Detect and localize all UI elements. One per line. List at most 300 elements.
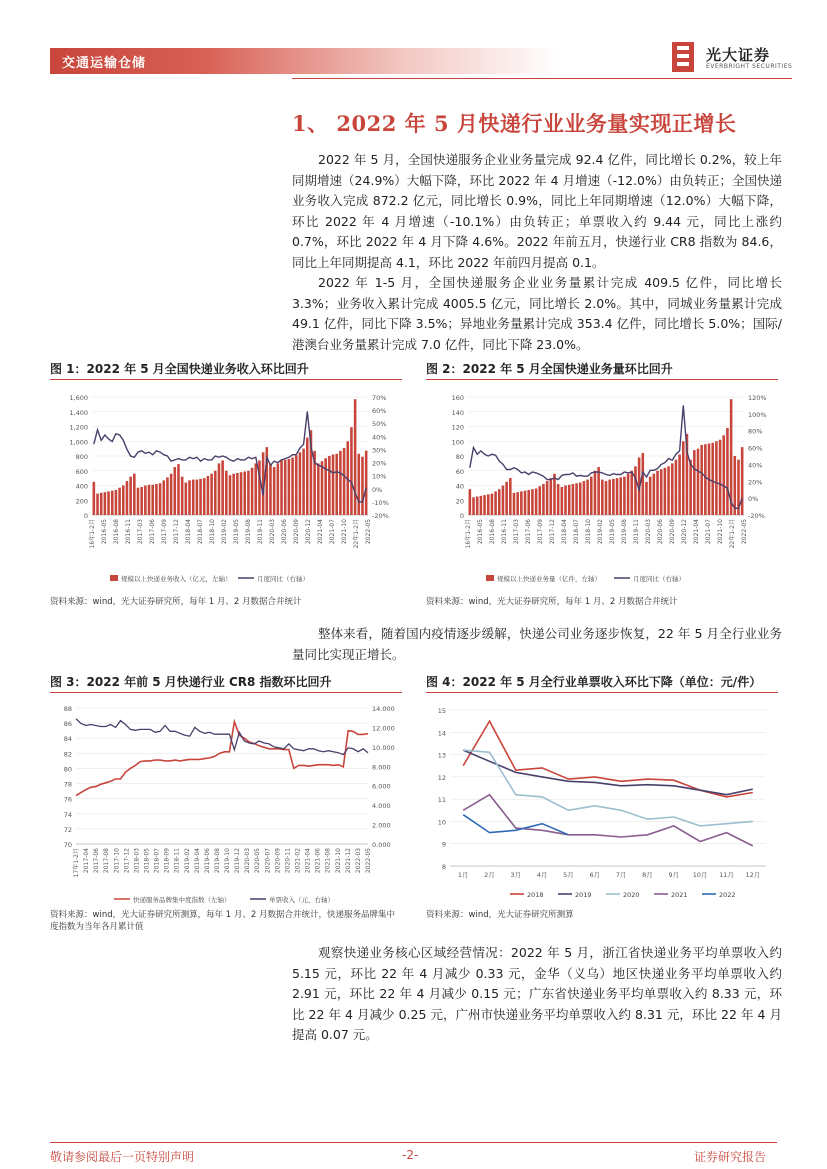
fig2-bar	[726, 428, 729, 515]
fig1-bar	[299, 452, 302, 515]
fig4-x-tick: 10月	[692, 871, 708, 879]
fig2-bar	[583, 481, 586, 515]
fig3-y-tick-right: 10.000	[372, 743, 395, 752]
fig1-bar	[254, 463, 257, 515]
fig4-x-tick: 12月	[745, 871, 761, 879]
fig2-bar	[498, 489, 501, 515]
fig1-bar	[159, 483, 162, 515]
fig1-bar	[166, 477, 169, 515]
fig4-x-tick: 5月	[563, 871, 574, 879]
fig2-x-tick: 2019-02	[597, 519, 604, 545]
fig1-bar	[350, 427, 353, 515]
fig3-y-tick-right: 14.000	[372, 705, 395, 713]
fig1-bar	[280, 460, 283, 515]
fig3-x-tick: 2022-05	[365, 848, 372, 874]
fig1-bar	[291, 457, 294, 515]
fig1-bar	[129, 477, 132, 515]
fig2-bar	[572, 484, 575, 515]
fig2-x-tick: 2017-12	[549, 519, 556, 545]
fig1-bar	[288, 459, 291, 515]
fig2-y-tick-left: 20	[455, 497, 464, 506]
fig1-y-tick-left: 600	[75, 467, 88, 476]
fig3-x-tick: 2018-09	[163, 848, 171, 874]
fig1-y-tick-right: -10%	[372, 498, 389, 507]
fig1-y-tick-right: 60%	[372, 407, 387, 416]
fig1-bar	[126, 481, 129, 515]
fig1-y-tick-right: 10%	[372, 472, 387, 481]
fig3-x-tick: 2020-07	[264, 848, 272, 874]
fig2-bar	[678, 455, 681, 515]
fig2-bar	[513, 493, 516, 515]
fig1-x-tick: 2017-06	[149, 519, 156, 545]
fig1-bar	[243, 471, 246, 515]
fig2-bar	[476, 497, 479, 515]
fig1-bar	[174, 467, 177, 515]
fig2-bar	[531, 489, 534, 515]
fig3-x-tick: 2020-09	[274, 848, 282, 874]
fig4-y-tick-left: 10	[437, 818, 446, 827]
fig4-series-line	[463, 750, 753, 826]
fig2-bar	[564, 486, 567, 516]
fig2-bar	[483, 495, 486, 515]
fig2-bar	[682, 441, 685, 515]
fig1-bar	[118, 488, 121, 515]
fig1-bar	[332, 455, 335, 515]
fig1-bar	[354, 399, 357, 515]
fig4-y-tick-left: 15	[437, 707, 446, 715]
fig2-y-tick-right: 40%	[748, 461, 763, 470]
fig1-y-tick-right: 20%	[372, 459, 387, 468]
fig1-bar	[144, 486, 147, 516]
fig1-bar	[192, 480, 195, 515]
fig2-bar	[623, 477, 626, 515]
fig3-y-tick-left: 78	[63, 780, 72, 789]
fig4-legend-label: 2018	[527, 891, 544, 899]
fig1-x-tick: 2017-03	[137, 519, 144, 545]
fig3-x-tick: 2018-05	[143, 848, 151, 874]
fig1-bar	[273, 467, 276, 515]
fig2-bar	[494, 491, 497, 515]
fig1-x-tick: 2022-05	[365, 519, 372, 545]
fig4-series-line	[463, 750, 753, 795]
fig1-bar	[306, 438, 309, 515]
fig2-bar	[697, 449, 700, 515]
fig3-x-tick: 2020-11	[284, 848, 292, 874]
fig3-y-tick-right: 0.000	[372, 841, 391, 849]
fig4-x-tick: 2月	[484, 871, 495, 879]
fig3-x-tick: 2018-03	[133, 848, 141, 874]
fig2-y-tick-left: 40	[455, 482, 464, 491]
figure-2-rule	[426, 379, 778, 380]
fig2-bar	[491, 494, 494, 515]
fig1-bar	[140, 487, 143, 515]
figure-4-source: 资料来源：wind，光大证券研究所测算	[426, 910, 574, 920]
fig3-x-tick: 2020-03	[244, 848, 252, 874]
fig1-bar	[104, 492, 107, 515]
fig4-y-tick-left: 9	[441, 840, 446, 849]
brand-subtitle: EVERBRIGHT SECURITIES	[706, 63, 793, 70]
fig2-x-tick: 2018-04	[561, 519, 568, 545]
fig3-y-tick-right: 2.000	[372, 821, 391, 830]
fig2-bar	[575, 483, 578, 515]
fig1-bar	[358, 454, 361, 515]
fig1-bar	[229, 475, 232, 515]
section-title: 1、 2022 年 5 月快递行业业务量实现正增长	[292, 111, 737, 136]
figure-1-rule	[50, 379, 402, 380]
figure-3-source: 资料来源：wind，光大证券研究所测算，每年 1 月、2 月数据合并统计，快递服务品牌集中度指数为当年各月累计值	[50, 910, 396, 932]
fig3-x-tick: 2020-05	[254, 848, 262, 874]
fig1-bar	[214, 471, 217, 515]
fig1-bar	[343, 448, 346, 515]
fig1-y-tick-right: 0%	[372, 485, 383, 494]
fig4-x-tick: 7月	[615, 871, 627, 879]
fig1-bar	[96, 494, 99, 515]
fig1-x-tick: 2020-09	[293, 519, 300, 545]
fig3-y-tick-left: 88	[63, 705, 72, 713]
fig1-legend-swatch-bar	[110, 575, 118, 581]
fig2-bar	[586, 480, 589, 515]
figure-1-title: 图 1：2022 年 5 月全国快递业务收入环比回升	[50, 362, 309, 376]
fig2-x-tick: 2021-04	[693, 519, 700, 545]
fig3-x-tick: 17年1-2月	[73, 848, 80, 878]
fig2-y-tick-right: 120%	[748, 394, 767, 402]
fig2-x-tick: 2017-03	[513, 519, 520, 545]
fig1-legend-label: 规模以上快递业务收入（亿元，左轴）	[121, 575, 232, 583]
fig3-x-tick: 2017-04	[83, 848, 91, 874]
fig1-x-tick: 2018-10	[209, 519, 216, 545]
paragraph-2: 2022 年 1-5 月，全国快递服务企业业务量累计完成 409.5 亿件，同比增长 3.3%；业务收入累计完成 4005.5 亿元，同比增长 2.0%。其中，同城业务量累计完成 49.1 亿件，同比下降 3.5%；异地业务量累计完成 353.4 亿件，同比增长 5.0%；国际/港澳台业务量累计完成 7.0 亿件，同比下降 23.0%。	[292, 275, 782, 352]
fig2-y-tick-right: 0%	[748, 495, 759, 504]
fig1-bar	[324, 458, 327, 515]
fig1-bar	[339, 451, 342, 515]
fig3-x-tick: 2021-12	[344, 848, 352, 874]
fig2-bar	[689, 460, 692, 515]
fig3-y-tick-right: 6.000	[372, 782, 391, 791]
fig1-y-tick-right: 70%	[372, 394, 387, 402]
fig2-bar	[634, 466, 637, 515]
fig3-x-tick: 2019-02	[183, 848, 191, 874]
fig1-bar	[210, 474, 213, 515]
fig3-legend-label: 快递服务品牌集中度指数（左轴）	[133, 896, 231, 904]
fig1-x-tick: 2018-04	[185, 519, 192, 545]
fig2-bar	[505, 482, 508, 515]
fig3-y-tick-left: 84	[63, 735, 72, 744]
fig2-y-tick-left: 120	[451, 423, 464, 432]
fig1-bar	[251, 468, 254, 515]
fig1-bar	[185, 483, 188, 515]
fig2-bar	[469, 489, 472, 515]
fig4-x-tick: 4月	[536, 871, 548, 879]
fig1-bar	[100, 493, 103, 515]
fig1-bar	[122, 486, 125, 516]
fig3-y-tick-left: 76	[63, 795, 72, 804]
fig2-bar	[645, 482, 648, 515]
fig3-x-tick: 2019-12	[234, 848, 242, 874]
fig2-bar	[642, 453, 645, 515]
fig3-legend-label: 单票收入（元，右轴）	[269, 896, 334, 904]
fig1-x-tick: 2020-06	[281, 519, 288, 545]
fig1-x-tick: 2016-11	[125, 519, 132, 545]
fig2-bar	[472, 497, 475, 515]
fig3-x-tick: 2017-12	[123, 848, 131, 874]
fig3-x-tick: 2018-07	[153, 848, 161, 874]
fig3-x-tick: 2021-10	[334, 848, 342, 874]
fig4-x-tick: 3月	[510, 871, 522, 879]
fig2-y-tick-right: 80%	[748, 427, 763, 436]
fig1-x-tick: 2017-09	[161, 519, 168, 545]
fig1-y-tick-left: 1,000	[69, 438, 88, 447]
fig1-x-tick: 2019-11	[257, 519, 264, 545]
figure-3-rule	[50, 692, 402, 693]
fig4-x-tick: 8月	[642, 871, 653, 879]
fig1-bar	[188, 480, 191, 515]
fig1-y-tick-left: 400	[75, 482, 88, 491]
fig2-bar	[715, 441, 718, 515]
fig4-y-tick-left: 13	[437, 751, 446, 760]
fig1-bar	[247, 471, 250, 515]
fig3-y-tick-left: 86	[63, 720, 72, 729]
fig3-x-tick: 2021-04	[304, 848, 312, 874]
fig2-bar	[719, 440, 722, 515]
fig2-bar	[553, 474, 556, 515]
figure-1-chart	[50, 385, 402, 590]
fig4-x-tick: 1月	[457, 871, 469, 879]
fig2-x-tick: 2019-08	[621, 519, 628, 545]
page-number: -2-	[402, 1148, 419, 1162]
fig2-bar	[524, 491, 527, 515]
fig1-x-tick: 2020-12	[305, 519, 312, 545]
fig1-y-tick-right: 40%	[372, 433, 387, 442]
fig2-bar	[608, 480, 611, 515]
fig2-y-tick-left: 100	[451, 438, 464, 447]
figure-4-chart	[426, 698, 778, 906]
fig1-bar	[177, 464, 180, 515]
fig2-bar	[590, 477, 593, 515]
fig1-bar	[196, 480, 199, 515]
fig1-y-tick-left: 1,400	[69, 408, 88, 417]
fig3-x-tick: 2021-02	[294, 848, 302, 874]
fig2-bar	[542, 484, 545, 515]
fig1-y-tick-right: -20%	[372, 512, 389, 520]
fig1-bar	[148, 485, 151, 515]
fig2-bar	[616, 478, 619, 515]
paragraph-3: 整体来看，随着国内疫情逐步缓解，快递公司业务逐步恢复，22 年 5 月全行业业务量同比实现正增长。	[292, 626, 782, 662]
fig4-y-tick-left: 12	[437, 773, 446, 782]
fig3-y-tick-right: 12.000	[372, 724, 395, 733]
fig2-bar	[653, 474, 656, 515]
fig1-bar	[225, 471, 228, 515]
fig2-bar	[660, 469, 663, 515]
fig2-bar	[656, 471, 659, 515]
fig2-bar	[722, 435, 725, 515]
fig2-bar	[527, 490, 530, 515]
fig4-series-line	[463, 795, 753, 846]
fig3-x-tick: 2018-11	[173, 848, 181, 874]
header-category: 交通运输仓储	[62, 56, 147, 71]
fig1-legend-label: 月度同比（右轴）	[257, 575, 309, 583]
fig4-x-tick: 9月	[668, 871, 680, 879]
fig1-bar	[137, 488, 140, 515]
fig1-bar	[170, 474, 173, 515]
fig3-x-tick: 2022-03	[354, 848, 362, 874]
fig2-x-tick: 2016-08	[489, 519, 496, 545]
fig2-y-tick-left: 0	[459, 512, 464, 520]
footer-divider	[50, 1142, 777, 1143]
fig1-bar	[284, 460, 287, 515]
fig1-bar	[317, 463, 320, 515]
fig1-bar	[277, 463, 280, 515]
fig2-bar	[538, 486, 541, 515]
fig3-y-tick-right: 8.000	[372, 763, 391, 772]
fig1-bar	[240, 472, 243, 515]
fig3-x-tick: 2019-10	[224, 848, 232, 874]
paragraph-4: 观察快递业务核心区域经营情况：2022 年 5 月，浙江省快递业务平均单票收入约 5.15 元，环比 22 年 4 月减少 0.33 元，金华（义乌）地区快递业务平均单票收入约 2.91 元，环比 22 年 4 月减少 0.15 元；广东省快递业务平均单票收入约 8.33 元，环比 22 年 4 月减少 0.25 元，广州市快递业务平均单票收入约 8.31 元，环比 22 年 4 月提高 0.07 元。	[292, 945, 782, 1042]
fig1-bar	[151, 485, 154, 515]
fig1-y-tick-right: 30%	[372, 446, 387, 455]
fig2-bar	[675, 460, 678, 515]
fig1-bar	[365, 451, 368, 515]
fig2-bar	[627, 474, 630, 515]
fig2-bar	[557, 484, 560, 515]
fig2-legend-label: 规模以上快递业务量（亿件，左轴）	[497, 575, 601, 583]
fig1-bar	[115, 490, 118, 515]
figure-2-chart	[426, 385, 778, 590]
fig2-x-tick: 2020-03	[645, 519, 652, 545]
fig1-bar	[162, 480, 165, 515]
fig2-x-tick: 2019-05	[609, 519, 616, 545]
fig2-x-tick: 2020-06	[657, 519, 664, 545]
fig1-x-tick: 22年1-2月	[353, 519, 360, 549]
fig2-y-tick-left: 140	[451, 408, 464, 417]
fig3-series-line	[76, 719, 368, 755]
fig1-bar	[111, 491, 114, 515]
fig1-bar	[133, 474, 136, 515]
fig4-y-tick-left: 11	[437, 796, 446, 805]
fig1-bar	[328, 456, 331, 515]
fig2-x-tick: 2016-05	[477, 519, 484, 545]
fig2-bar	[502, 486, 505, 516]
fig2-y-tick-left: 80	[455, 453, 464, 461]
footer-disclaimer: 敬请参阅最后一页特别声明	[50, 1150, 195, 1164]
fig3-x-tick: 2021-08	[324, 848, 332, 874]
fig2-bar	[561, 487, 564, 515]
fig2-y-tick-left: 60	[455, 467, 464, 476]
fig4-x-tick: 6月	[589, 871, 601, 879]
fig2-bar	[700, 445, 703, 515]
fig1-bar	[321, 461, 324, 515]
header-category-bar	[50, 48, 560, 74]
figure-2-title: 图 2：2022 年 5 月全国快递业务量环比回升	[426, 362, 673, 376]
fig4-legend-label: 2021	[671, 891, 688, 899]
fig2-bar	[667, 466, 670, 515]
fig2-bar	[664, 468, 667, 515]
fig1-bar	[232, 474, 235, 515]
fig4-legend-label: 2022	[719, 891, 736, 899]
figure-3-chart	[50, 698, 402, 906]
fig1-bar	[269, 464, 272, 515]
header-divider	[292, 78, 792, 79]
fig2-bar	[509, 478, 512, 515]
fig2-bar	[601, 480, 604, 515]
fig1-y-tick-left: 1,600	[69, 394, 88, 402]
fig3-y-tick-left: 80	[63, 765, 72, 774]
fig2-x-tick: 2018-07	[573, 519, 580, 545]
figure-4-rule	[426, 692, 778, 693]
fig2-y-tick-right: 20%	[748, 478, 763, 487]
fig3-x-tick: 2017-10	[113, 848, 121, 874]
fig3-series-line	[76, 722, 368, 796]
fig1-x-tick: 2018-07	[197, 519, 204, 545]
fig1-x-tick: 2019-05	[233, 519, 240, 545]
fig2-bar	[487, 494, 490, 515]
fig3-x-tick: 2019-04	[193, 848, 201, 874]
fig2-x-tick: 2019-11	[633, 519, 640, 545]
fig1-bar	[93, 482, 96, 515]
fig1-bar	[107, 491, 110, 515]
fig3-y-tick-right: 4.000	[372, 802, 391, 811]
fig2-bar	[671, 463, 674, 515]
footer-report-type: 证券研究报告	[694, 1150, 767, 1164]
fig4-legend-label: 2020	[623, 891, 640, 899]
figure-3-title: 图 3：2022 年前 5 月快递行业 CR8 指数环比回升	[50, 675, 332, 689]
fig1-x-tick: 2017-12	[173, 519, 180, 545]
fig3-x-tick: 2017-08	[103, 848, 111, 874]
fig2-bar	[480, 496, 483, 515]
brand-name: 光大证券	[706, 46, 771, 64]
fig2-bar	[546, 481, 549, 515]
fig1-bar	[199, 479, 202, 515]
fig2-x-tick: 22年1-2月	[729, 519, 736, 549]
fig3-y-tick-left: 74	[63, 810, 72, 819]
fig2-x-tick: 2021-07	[705, 519, 712, 545]
fig2-y-tick-right: -20%	[748, 512, 765, 520]
figure-2-source: 资料来源：wind，光大证券研究所，每年 1 月、2 月数据合并统计	[426, 597, 678, 607]
figure-1-source: 资料来源：wind，光大证券研究所，每年 1 月、2 月数据合并统计	[50, 597, 302, 607]
fig4-y-tick-left: 14	[437, 729, 446, 738]
fig2-bar	[693, 450, 696, 515]
fig2-bar	[741, 447, 744, 515]
fig3-x-tick: 2021-06	[314, 848, 322, 874]
fig2-bar	[605, 481, 608, 515]
fig2-bar	[649, 477, 652, 515]
fig1-y-tick-left: 0	[83, 512, 88, 520]
fig1-x-tick: 2016-08	[113, 519, 120, 545]
fig2-y-tick-right: 60%	[748, 444, 763, 453]
fig1-y-tick-right: 50%	[372, 420, 387, 429]
fig1-bar	[335, 454, 338, 515]
fig1-bar	[302, 449, 305, 515]
fig1-x-tick: 2021-04	[317, 519, 324, 545]
fig1-x-tick: 2016-05	[101, 519, 108, 545]
fig1-bar	[361, 457, 364, 515]
fig1-x-tick: 2021-07	[329, 519, 336, 545]
fig2-bar	[704, 444, 707, 515]
fig3-y-tick-left: 82	[63, 750, 72, 759]
fig2-x-tick: 2017-06	[525, 519, 532, 545]
fig1-bar	[181, 477, 184, 515]
fig1-x-tick: 2021-10	[341, 519, 348, 545]
fig3-y-tick-left: 72	[63, 825, 72, 834]
fig2-legend-swatch-bar	[486, 575, 494, 581]
fig1-y-tick-left: 1,200	[69, 423, 88, 432]
fig2-bar	[568, 485, 571, 515]
fig2-bar	[619, 477, 622, 515]
fig2-y-tick-right: 100%	[748, 410, 767, 419]
fig1-bar	[203, 478, 206, 515]
fig2-bar	[579, 483, 582, 515]
fig1-bar	[221, 460, 224, 515]
fig1-y-tick-left: 200	[75, 497, 88, 506]
